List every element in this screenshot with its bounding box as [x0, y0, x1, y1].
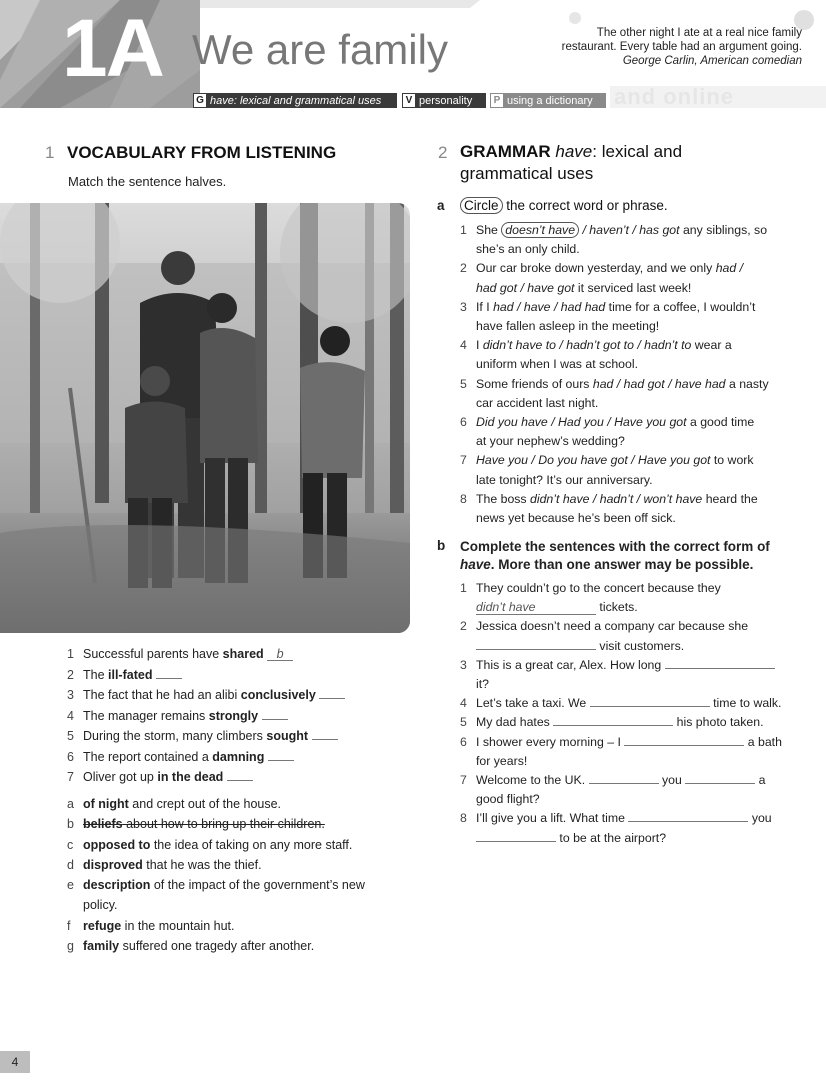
tag-letter: P	[491, 94, 503, 107]
choice-options[interactable]: Have you / Do you have got / Have you got	[476, 453, 711, 468]
item-number: 4	[460, 696, 467, 711]
unit-title: We are family	[192, 26, 448, 73]
item-text: The manager remains strongly	[83, 706, 288, 727]
section-title-rest: : lexical and	[592, 142, 683, 161]
key-phrase: strongly	[208, 708, 259, 723]
list-item	[460, 771, 800, 809]
item-text: They couldn’t go to the concert because they didn’t have tickets.	[476, 581, 721, 615]
list-item	[460, 451, 790, 489]
circled-answer[interactable]: doesn’t have	[501, 222, 579, 238]
key-phrase: ill-fated	[108, 667, 153, 682]
item-text: If I had / have / had had time for a coffee, I wouldn’t have fallen asleep in the meeting!	[476, 299, 756, 334]
item-letter: c	[67, 837, 74, 852]
item-text: Did you have / Had you / Have you got a good time at your nephew’s wedding?	[476, 415, 755, 449]
item-number: 6	[460, 415, 467, 430]
item-text: family suffered one tragedy after another.	[83, 939, 315, 954]
list-item	[460, 298, 790, 336]
list-item	[460, 490, 790, 528]
list-item	[67, 794, 407, 814]
quote-line: restaurant. Every table had an argument going.	[561, 41, 802, 53]
item-letter: b	[67, 817, 74, 832]
list-item	[460, 413, 790, 451]
choice-options[interactable]: had got / have got	[476, 280, 575, 295]
list-item	[67, 855, 407, 875]
section-instruction: Match the sentence halves.	[68, 174, 227, 189]
item-text: The fact that he had an alibi conclusively	[83, 685, 345, 706]
choice-options[interactable]: didn’t have / hadn’t / won’t have	[530, 491, 703, 506]
exercise-letter: a	[437, 198, 445, 213]
item-text: disproved that he was the thief.	[83, 857, 262, 872]
answer-blank[interactable]	[628, 810, 748, 822]
choice-options[interactable]: had /	[715, 261, 744, 276]
item-number: 7	[460, 773, 467, 788]
pronunciation-tag	[490, 93, 606, 108]
item-letter: g	[67, 939, 74, 954]
list-item	[460, 375, 790, 413]
quote-line: The other night I ate at a real nice family	[596, 27, 802, 39]
item-letter: d	[67, 857, 74, 872]
list-item	[67, 685, 407, 706]
section-title-line2: grammatical uses	[460, 164, 594, 183]
choice-options[interactable]: didn’t have to / hadn’t got to / hadn’t to	[482, 338, 692, 353]
tag-letter: G	[194, 94, 206, 107]
key-phrase: damning	[212, 749, 265, 764]
answer-blank[interactable]	[590, 695, 710, 707]
answer-blank[interactable]	[589, 772, 659, 784]
tag-letter: V	[403, 94, 415, 107]
item-number: 8	[460, 491, 467, 506]
item-number: 4	[460, 338, 467, 353]
unit-number: 1A	[62, 3, 163, 94]
list-item	[460, 221, 790, 259]
choice-options[interactable]: Did you have / Had you / Have you got	[476, 415, 687, 430]
choice-options[interactable]: had / had got / have had	[592, 376, 726, 391]
key-phrase: family	[83, 939, 120, 954]
key-phrase: of night	[83, 797, 129, 811]
list-item	[67, 726, 407, 747]
answer-blank[interactable]	[553, 714, 673, 726]
item-letter: a	[67, 797, 74, 811]
ghost-heading: and online	[610, 86, 826, 108]
item-text: Our car broke down yesterday, and we only had / had got / have got it serviced last week!	[476, 261, 744, 295]
item-number: 4	[67, 708, 74, 723]
key-phrase: opposed to	[83, 837, 151, 852]
item-number: 5	[460, 715, 467, 730]
answer-blank[interactable]: b	[267, 648, 293, 661]
list-item	[460, 579, 800, 617]
list-item	[67, 814, 407, 834]
section-title-bold: GRAMMAR	[460, 142, 551, 161]
item-number: 1	[460, 581, 467, 595]
family-walking-photo	[0, 203, 410, 633]
instruction-text: the correct word or phrase.	[502, 198, 668, 213]
answer-blank[interactable]	[665, 657, 775, 669]
circled-word: Circle	[460, 197, 503, 214]
list-item	[460, 259, 790, 297]
key-phrase: in the dead	[157, 770, 224, 784]
grammar-tag	[193, 93, 397, 108]
section-title	[460, 141, 780, 185]
sentence-endings-list	[67, 794, 407, 956]
item-text: Jessica doesn’t need a company car because she visit customers.	[476, 619, 749, 653]
list-item	[460, 733, 800, 771]
item-text: My dad hates his photo taken.	[476, 715, 764, 730]
item-text: Have you / Do you have got / Have you got to work late tonight? It’s our anniversary.	[476, 453, 754, 487]
page-number: 4	[0, 1051, 30, 1073]
sentence-beginnings-list	[67, 644, 407, 788]
list-item	[67, 706, 407, 727]
key-phrase: disproved	[83, 857, 143, 872]
tag-text: have: lexical and grammatical uses	[210, 94, 382, 107]
list-item	[67, 747, 407, 768]
item-text: She doesn’t have / haven’t / has got any siblings, so she’s an only child.	[476, 223, 768, 257]
key-phrase: refuge	[83, 918, 122, 933]
item-text: description of the impact of the government’s new policy.	[83, 878, 365, 913]
key-phrase: sought	[266, 729, 309, 743]
choice-options[interactable]: / haven’t / has got	[579, 223, 680, 237]
list-item	[460, 809, 800, 847]
key-phrase: beliefs	[83, 817, 123, 832]
section-number: 1	[45, 143, 55, 162]
exercise-instruction	[460, 538, 800, 574]
item-number: 3	[460, 299, 467, 314]
item-number: 1	[67, 647, 74, 661]
choice-options[interactable]: had / have / had had	[493, 299, 606, 314]
circle-exercise-list	[460, 221, 790, 528]
item-number: 7	[460, 453, 467, 468]
item-number: 5	[460, 376, 467, 391]
list-item	[460, 713, 800, 732]
list-item	[67, 767, 407, 788]
instruction-text: . More than one answer may be possible.	[490, 557, 754, 572]
instruction-text: Complete the sentences with the correct form of	[460, 539, 770, 554]
list-item	[460, 336, 790, 374]
gap-fill-list	[460, 579, 800, 848]
section-number: 2	[438, 143, 448, 162]
item-number: 3	[460, 657, 467, 672]
item-number: 1	[460, 223, 467, 237]
item-number: 6	[67, 749, 74, 764]
item-number: 8	[460, 811, 467, 826]
item-text: Welcome to the UK. you a good flight?	[476, 773, 766, 807]
list-item	[67, 665, 407, 686]
item-text: During the storm, many climbers sought	[83, 726, 338, 747]
list-item	[67, 936, 407, 956]
instruction-italic: have	[460, 557, 491, 572]
item-text: Let’s take a taxi. We time to walk.	[476, 696, 782, 711]
answer-blank[interactable]	[156, 667, 182, 679]
item-letter: e	[67, 878, 74, 893]
item-text: The ill-fated	[83, 665, 182, 686]
key-phrase: description	[83, 878, 151, 893]
exercise-letter: b	[437, 538, 446, 553]
list-item	[67, 916, 407, 936]
answer-blank[interactable]	[319, 687, 345, 699]
example-answer: didn’t have	[476, 601, 596, 615]
section-title: VOCABULARY FROM LISTENING	[67, 143, 337, 162]
item-number: 5	[67, 729, 74, 743]
item-text: of night and crept out of the house.	[83, 797, 282, 811]
item-number: 3	[67, 688, 74, 702]
item-letter: f	[67, 918, 71, 933]
item-number: 6	[460, 734, 467, 749]
item-text: beliefs about how to bring up their children.	[83, 817, 325, 832]
item-text: This is a great car, Alex. How long it?	[476, 656, 775, 694]
key-phrase: shared	[222, 647, 264, 661]
item-number: 2	[67, 667, 74, 682]
exercise-instruction	[460, 198, 668, 213]
item-text: The boss didn’t have / hadn’t / won’t have heard the news yet because he’s been off sick.	[476, 491, 758, 526]
quote-block	[520, 26, 802, 68]
key-phrase: conclusively	[240, 688, 316, 702]
list-item	[67, 875, 407, 916]
list-item	[67, 644, 407, 665]
answer-blank[interactable]	[227, 769, 253, 781]
item-text: I didn’t have to / hadn’t got to / hadn’t to wear a uniform when I was at school.	[476, 338, 732, 372]
list-item	[67, 835, 407, 855]
answer-blank[interactable]	[624, 734, 744, 746]
section-title-italic: have	[555, 142, 593, 161]
list-item	[460, 656, 800, 694]
item-text: I’ll give you a lift. What time you to be at the airport?	[476, 811, 772, 845]
answer-blank[interactable]	[685, 772, 755, 784]
item-text: opposed to the idea of taking on any more staff.	[83, 837, 353, 852]
list-item	[460, 617, 800, 655]
item-text: The report contained a damning	[83, 747, 294, 768]
item-text: Successful parents have shared b	[83, 644, 293, 665]
item-text: refuge in the mountain hut.	[83, 918, 235, 933]
item-text: Some friends of ours had / had got / have had a nasty car accident last night.	[476, 376, 769, 410]
item-number: 2	[460, 619, 467, 634]
answer-blank[interactable]	[476, 830, 556, 842]
list-item	[460, 694, 800, 713]
answer-blank[interactable]	[312, 728, 338, 740]
quote-author: George Carlin, American comedian	[622, 55, 802, 67]
vocabulary-tag	[402, 93, 486, 108]
item-text: Oliver got up in the dead	[83, 767, 253, 788]
answer-blank[interactable]	[268, 749, 294, 761]
tag-text: personality	[419, 94, 473, 107]
item-number: 7	[67, 770, 74, 784]
item-text: I shower every morning – I a bath for years!	[476, 734, 782, 768]
tag-text: using a dictionary	[507, 94, 593, 107]
photo-illustration	[0, 203, 410, 633]
answer-blank[interactable]	[476, 638, 596, 650]
answer-blank[interactable]	[262, 708, 288, 720]
item-number: 2	[460, 261, 467, 276]
